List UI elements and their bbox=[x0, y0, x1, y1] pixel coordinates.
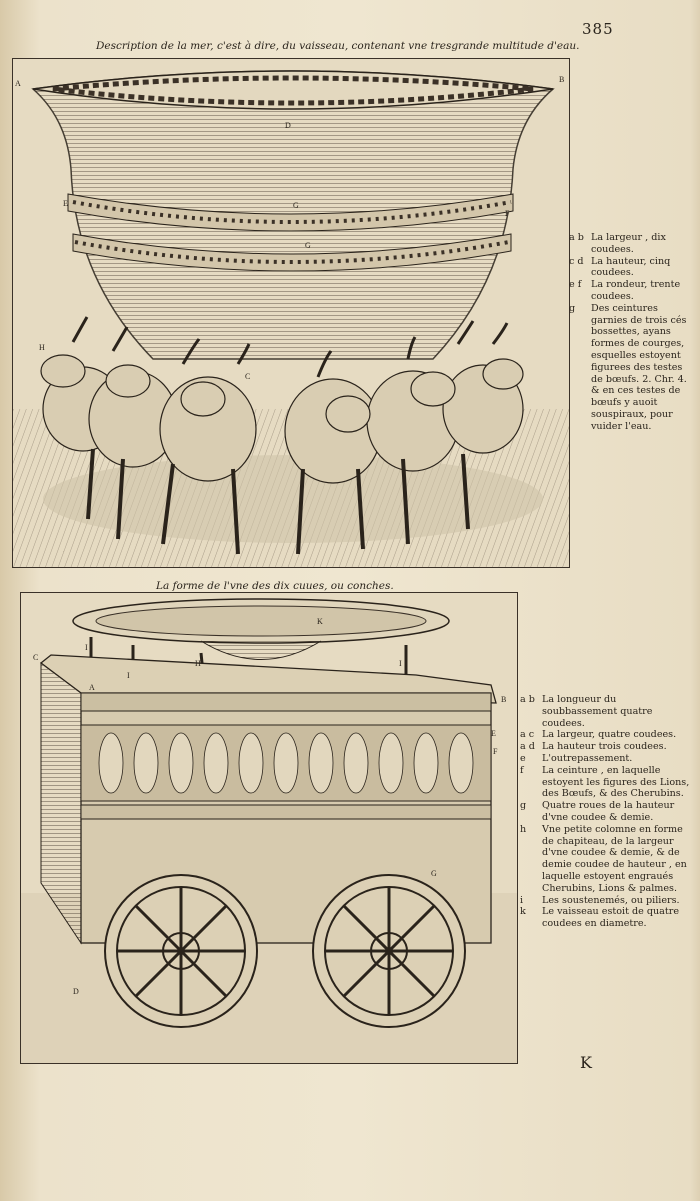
label-c: C bbox=[245, 372, 251, 381]
molten-sea-illustration bbox=[13, 59, 569, 567]
page-number: 385 bbox=[582, 20, 614, 38]
legend-row: h Vne petite colomne en forme de chapiteau, de la largeur d'vne coudee & demie, & de demie coudee de hauteur , en laquelle estoyent engraués Cherubins, Lions & palmes. bbox=[520, 823, 687, 894]
label-i-right: I bbox=[399, 659, 402, 668]
legend-row: e L'outrepassement. bbox=[520, 752, 633, 764]
legend-row: e f La rondeur, trente coudees. bbox=[569, 279, 681, 302]
label-a: A bbox=[15, 79, 21, 88]
label-b: B bbox=[501, 695, 507, 704]
signature-mark: K bbox=[580, 1053, 592, 1072]
label-d: D bbox=[73, 987, 79, 996]
legend-row: k Le vaisseau estoit de quatre coudees en diametre. bbox=[520, 906, 680, 930]
legend-row: a b La longueur du soubbassement quatre coudees. bbox=[520, 694, 653, 729]
figure-caption-sea: Description de la mer, c'est à dire, du vaisseau, contenant vne tresgrande multitude d'eau. bbox=[96, 40, 580, 52]
label-a: A bbox=[89, 683, 95, 692]
legend-laver-cart bbox=[520, 694, 690, 930]
label-g-upper: G bbox=[293, 201, 299, 210]
legend-row: c d La hauteur, cinq coudees. bbox=[569, 255, 671, 279]
legend-molten-sea bbox=[569, 232, 691, 433]
label-h: H bbox=[39, 343, 45, 352]
label-k: K bbox=[317, 617, 323, 626]
label-i-center: I bbox=[127, 671, 130, 680]
legend-row: g Des ceintures garnies de trois cés bossettes, ayans formes de courges, esquelles estoyent figurees des testes de bœufs. 2. Chr. 4. & en ces testes de bœufs y auoit souspiraux, pour vuider l'eau. bbox=[569, 302, 687, 432]
label-h: H bbox=[195, 659, 201, 668]
label-f: F bbox=[493, 747, 498, 756]
legend-row: g Quatre roues de la hauteur d'vne coudee & demie. bbox=[520, 800, 675, 823]
legend-row: f La ceinture , en laquelle estoyent les figures des Lions, des Bœufs, & des Cherubins. bbox=[520, 764, 690, 800]
label-e: E bbox=[491, 729, 496, 738]
legend-row: i Les soustenemés, ou piliers. bbox=[520, 894, 680, 906]
laver-cart-illustration bbox=[21, 593, 517, 1063]
label-b: B bbox=[559, 75, 565, 84]
woodcut-molten-sea bbox=[12, 58, 570, 568]
label-d: D bbox=[285, 121, 291, 130]
label-g: G bbox=[431, 869, 437, 878]
label-c: C bbox=[33, 653, 39, 662]
woodcut-laver-cart bbox=[20, 592, 518, 1064]
figure-caption-laver: La forme de l'vne des dix cuues, ou conches. bbox=[156, 580, 394, 592]
legend-row: a d La hauteur trois coudees. bbox=[520, 741, 667, 753]
legend-row: a c La largeur, quatre coudees. bbox=[520, 729, 677, 741]
label-e: E bbox=[63, 199, 68, 208]
label-i-left: I bbox=[85, 643, 88, 652]
legend-row: a b La largeur , dix coudees. bbox=[569, 232, 666, 255]
label-f: F bbox=[505, 209, 510, 218]
label-g-lower: G bbox=[305, 241, 311, 250]
